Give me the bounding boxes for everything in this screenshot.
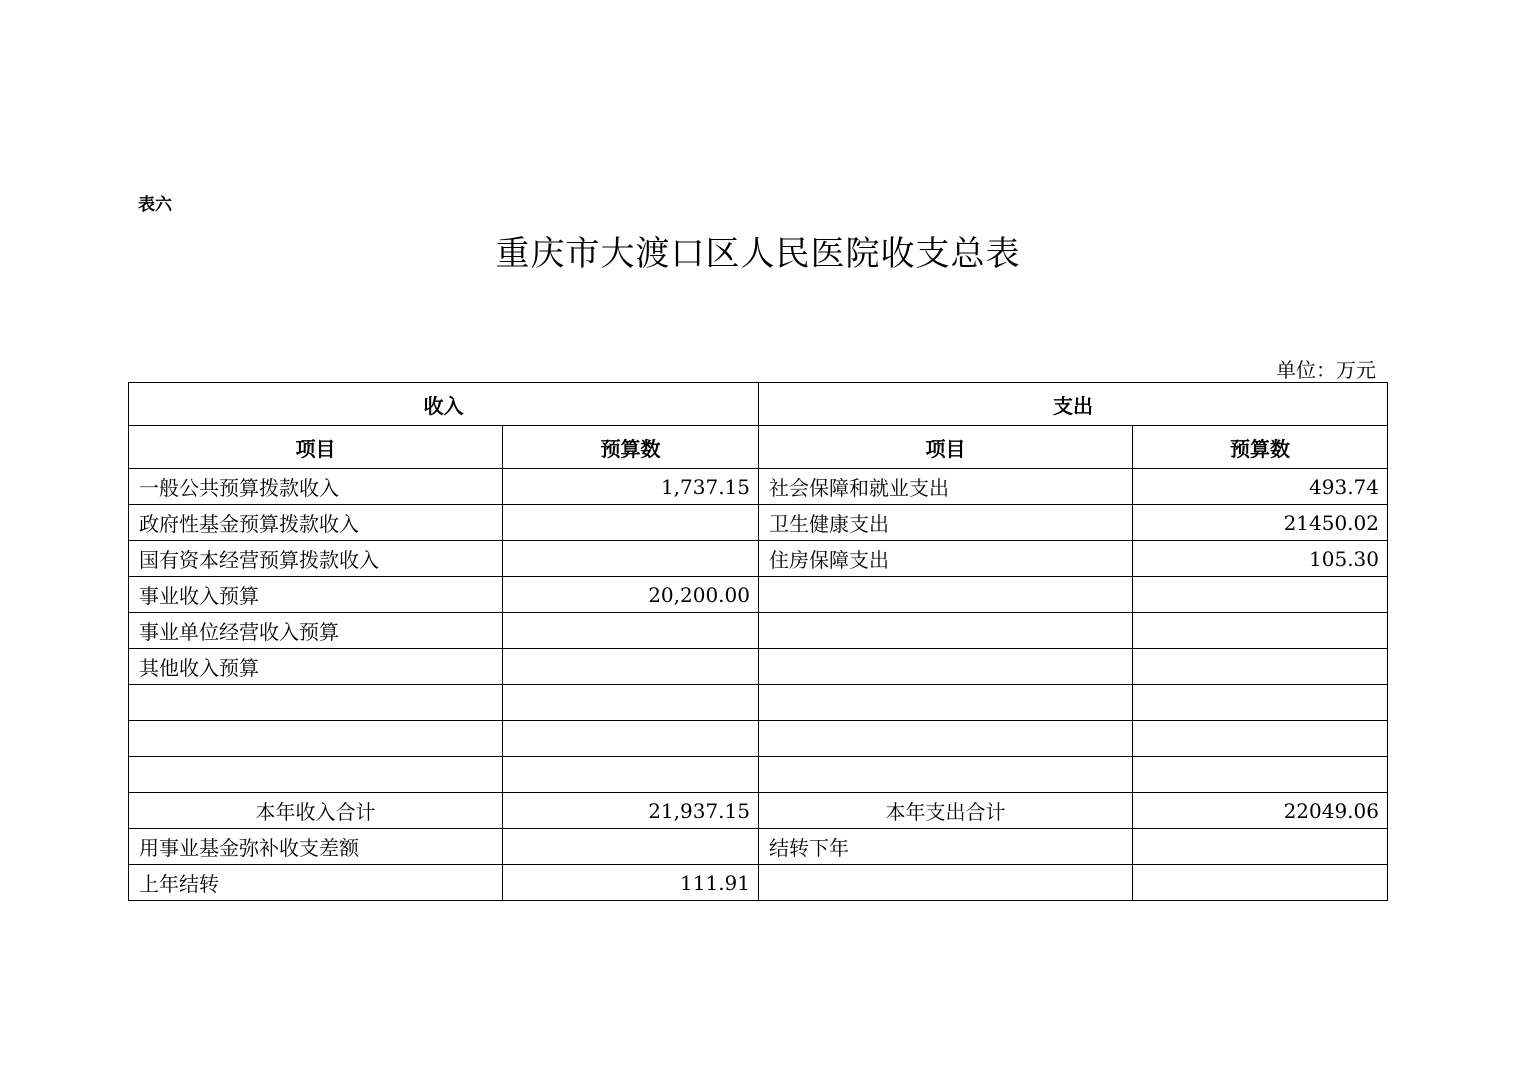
income-item-cell bbox=[129, 757, 503, 793]
table-row bbox=[129, 541, 1388, 577]
expense-item-cell bbox=[759, 613, 1133, 649]
expense-value-cell bbox=[1133, 577, 1388, 613]
expense-item-header: 项目 bbox=[759, 426, 1133, 469]
table-row bbox=[129, 721, 1388, 757]
table-row bbox=[129, 613, 1388, 649]
income-value-cell: 20,200.00 bbox=[503, 577, 759, 613]
income-header: 收入 bbox=[129, 383, 759, 426]
income-value-cell bbox=[503, 505, 759, 541]
income-item-cell: 政府性基金预算拨款收入 bbox=[129, 505, 503, 541]
expense-item-cell: 社会保障和就业支出 bbox=[759, 469, 1133, 505]
table-row bbox=[129, 865, 1388, 901]
unit-label: 单位：万元 bbox=[1276, 358, 1376, 382]
table-row bbox=[129, 757, 1388, 793]
expense-header: 支出 bbox=[759, 383, 1388, 426]
table-row bbox=[129, 505, 1388, 541]
income-item-cell bbox=[129, 721, 503, 757]
expense-value-cell bbox=[1133, 613, 1388, 649]
expense-item-cell bbox=[759, 649, 1133, 685]
table-row bbox=[129, 469, 1388, 505]
income-item-cell: 事业单位经营收入预算 bbox=[129, 613, 503, 649]
income-value-cell: 1,737.15 bbox=[503, 469, 759, 505]
expense-value-cell bbox=[1133, 649, 1388, 685]
expense-total-value: 22049.06 bbox=[1133, 793, 1388, 829]
income-item-cell: 其他收入预算 bbox=[129, 649, 503, 685]
income-value-cell bbox=[503, 757, 759, 793]
expense-item-cell bbox=[759, 721, 1133, 757]
income-total-label: 本年收入合计 bbox=[129, 793, 503, 829]
income-value-cell bbox=[503, 829, 759, 865]
expense-item-cell bbox=[759, 757, 1133, 793]
expense-value-cell: 21450.02 bbox=[1133, 505, 1388, 541]
expense-value-cell: 493.74 bbox=[1133, 469, 1388, 505]
table-row bbox=[129, 829, 1388, 865]
expense-value-cell bbox=[1133, 721, 1388, 757]
expense-item-cell bbox=[759, 685, 1133, 721]
income-value-cell bbox=[503, 649, 759, 685]
income-value-cell bbox=[503, 613, 759, 649]
income-item-cell: 事业收入预算 bbox=[129, 577, 503, 613]
section-header-row bbox=[129, 383, 1388, 426]
table-row bbox=[129, 685, 1388, 721]
income-item-cell: 用事业基金弥补收支差额 bbox=[129, 829, 503, 865]
expense-value-cell: 105.30 bbox=[1133, 541, 1388, 577]
page-title: 重庆市大渡口区人民医院收支总表 bbox=[495, 234, 1021, 274]
expense-total-label: 本年支出合计 bbox=[759, 793, 1133, 829]
expense-item-cell bbox=[759, 577, 1133, 613]
table-number: 表六 bbox=[138, 195, 172, 215]
totals-row bbox=[129, 793, 1388, 829]
income-value-cell bbox=[503, 721, 759, 757]
expense-item-cell bbox=[759, 865, 1133, 901]
expense-item-cell: 结转下年 bbox=[759, 829, 1133, 865]
income-item-cell: 国有资本经营预算拨款收入 bbox=[129, 541, 503, 577]
table-row bbox=[129, 649, 1388, 685]
income-value-cell: 111.91 bbox=[503, 865, 759, 901]
expense-item-cell: 住房保障支出 bbox=[759, 541, 1133, 577]
expense-item-cell: 卫生健康支出 bbox=[759, 505, 1133, 541]
expense-value-cell bbox=[1133, 829, 1388, 865]
column-header-row bbox=[129, 426, 1388, 469]
income-value-cell bbox=[503, 685, 759, 721]
income-item-cell: 上年结转 bbox=[129, 865, 503, 901]
table-row bbox=[129, 577, 1388, 613]
expense-value-cell bbox=[1133, 685, 1388, 721]
income-item-cell bbox=[129, 685, 503, 721]
income-item-header: 项目 bbox=[129, 426, 503, 469]
budget-table bbox=[128, 382, 1388, 901]
expense-budget-header: 预算数 bbox=[1133, 426, 1388, 469]
income-budget-header: 预算数 bbox=[503, 426, 759, 469]
expense-value-cell bbox=[1133, 757, 1388, 793]
income-value-cell bbox=[503, 541, 759, 577]
expense-value-cell bbox=[1133, 865, 1388, 901]
income-total-value: 21,937.15 bbox=[503, 793, 759, 829]
income-item-cell: 一般公共预算拨款收入 bbox=[129, 469, 503, 505]
